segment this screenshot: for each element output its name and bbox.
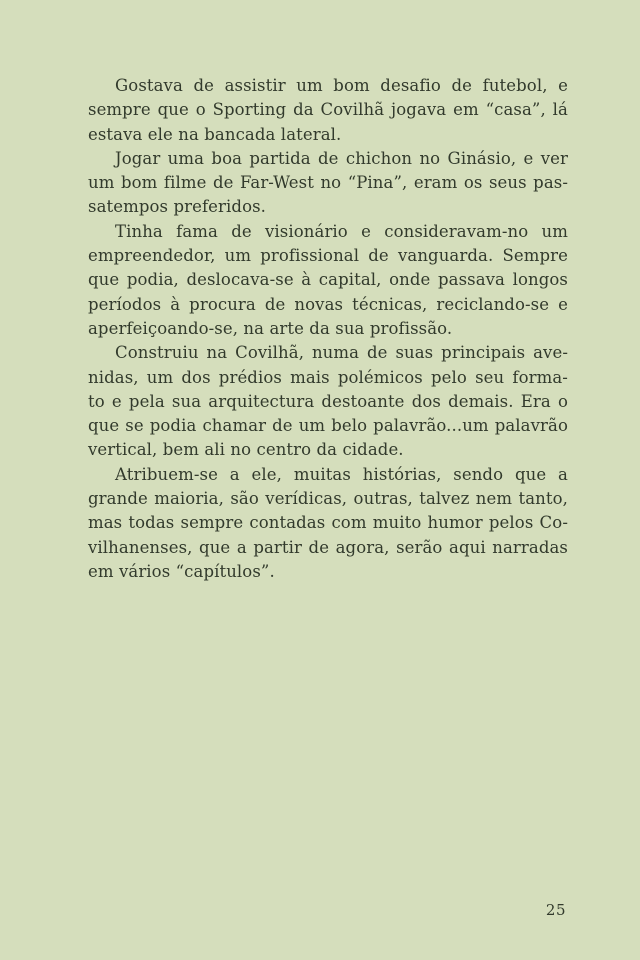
body-text <box>88 74 568 584</box>
text-line: Gostava de assistir um bom desafio de futebol, e <box>115 76 568 95</box>
text-line: que se podia chamar de um belo palavrão...um palavrão <box>88 416 568 436</box>
text-line: empreendedor, um profissional de vanguarda. Sempre <box>88 246 568 266</box>
text-line: um bom filme de Far-West no “Pina”, eram os seus pas- <box>88 173 568 193</box>
text-line: Construiu na Covilhã, numa de suas principais ave- <box>115 343 568 363</box>
paragraph <box>88 463 568 584</box>
text-line: períodos à procura de novas técnicas, reciclando-se e <box>88 294 568 314</box>
text-line: to e pela sua arquitectura destoante dos demais. Era o <box>88 391 568 411</box>
paragraph <box>88 341 568 462</box>
text-line: vilhanenses, que a partir de agora, serão aqui narradas <box>88 537 568 557</box>
text-line: Tinha fama de visionário e consideravam-no um <box>115 221 568 241</box>
text-line: em vários “capítulos”. <box>88 561 275 581</box>
paragraph <box>88 147 568 220</box>
text-line: satempos preferidos. <box>88 197 267 217</box>
text-line: Atribuem-se a ele, muitas histórias, sendo que a <box>115 464 568 484</box>
text-line: que podia, deslocava-se à capital, onde passava longos <box>88 270 568 290</box>
paragraph <box>88 74 568 147</box>
text-line: sempre que o Sporting da Covilhã jogava em “casa”, lá <box>88 100 568 120</box>
paragraph <box>88 220 568 341</box>
text-line: estava ele na bancada lateral. <box>88 124 342 144</box>
text-line: Jogar uma boa partida de chichon no Ginásio, e ver <box>115 148 568 168</box>
text-line: mas todas sempre contadas com muito humor pelos Co- <box>88 513 568 533</box>
page-number: 25 <box>545 901 566 919</box>
text-line: vertical, bem ali no centro da cidade. <box>88 440 404 460</box>
text-line: nidas, um dos prédios mais polémicos pelo seu forma- <box>88 367 568 387</box>
text-line: grande maioria, são verídicas, outras, talvez nem tanto, <box>88 489 568 509</box>
text-line: aperfeiçoando-se, na arte da sua profissão. <box>88 318 453 338</box>
